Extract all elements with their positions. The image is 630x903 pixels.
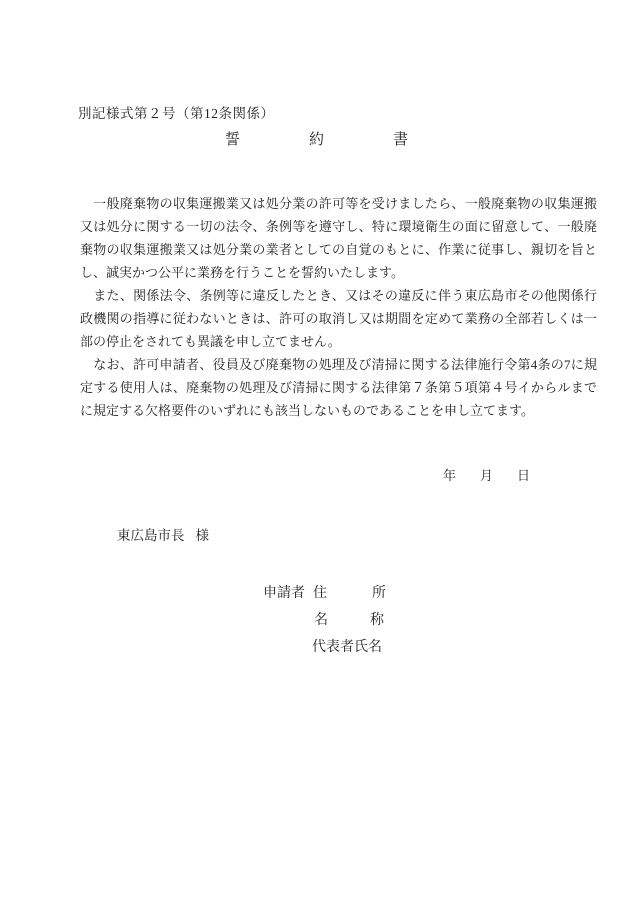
year-label: 年 [443,468,457,483]
title-char-2: 約 [309,132,325,148]
title-char-3: 書 [393,132,409,148]
title-char-1: 誓 [225,132,241,148]
applicant-label: 申請者 [263,586,305,601]
body-line: 一般廃棄物の収集運搬業又は処分業の許可等を受けましたら、一般廃棄物の収集運搬 [80,196,597,211]
applicant-address-label-right: 所 [372,586,386,601]
body-line: し、誠実かつ公平に業務を行うことを誓約いたします。 [80,265,404,280]
applicant-representative-label: 代表者氏名 [312,640,382,655]
body-line: 部の停止をされても異議を申し立てません。 [80,334,341,349]
body-line: 政機関の指導に従わないときは、許可の取消し又は期間を定めて業務の全部若しくは一 [80,311,597,326]
pledge-body [80,192,597,422]
recipient-name: 東広島市長 [117,528,185,543]
day-label: 日 [517,468,531,483]
body-line: 定する使用人は、廃棄物の処理及び清掃に関する法律第７条第５項第４号イからルまで [80,380,597,395]
recipient-honorific: 様 [195,528,209,543]
month-label: 月 [480,468,494,483]
body-line: 棄物の収集運搬業又は処分業の業者としての自覚のもとに、作業に従事し、親切を旨と [80,242,597,257]
applicant-name-label-right: 称 [370,613,384,628]
applicant-address-label-left: 住 [313,586,327,601]
date-line [443,468,530,484]
recipient-line [117,528,209,544]
form-number: 別記様式第２号（第12条関係） [78,106,275,121]
document-title [225,131,408,149]
body-line: なお、許可申請者、役員及び廃棄物の処理及び清掃に関する法律施行令第4条の7に規 [80,357,597,372]
body-line: 又は処分に関する一切の法令、条例等を遵守し、特に環境衛生の面に留意して、一般廃 [80,219,597,234]
applicant-name-label-left: 名 [314,613,328,628]
body-line: に規定する欠格要件のいずれにも該当しないものであることを申し立てます。 [80,403,534,418]
body-line: また、関係法令、条例等に違反したとき、又はその違反に伴う東広島市その他関係行 [80,288,597,303]
